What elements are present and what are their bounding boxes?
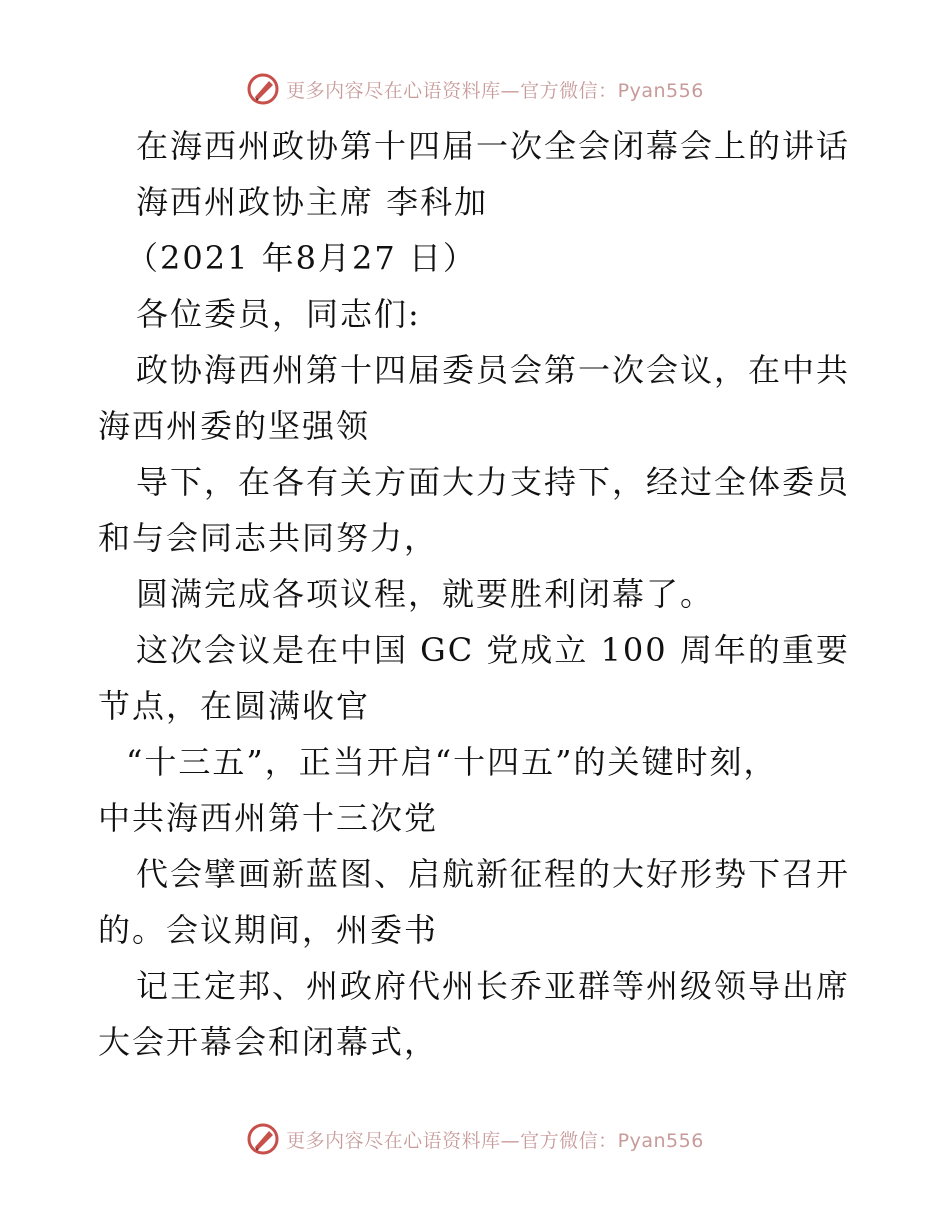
salutation: 各位委员，同志们:	[136, 295, 421, 333]
paragraph-line: 代会擘画新蓝图、启航新征程的大好形势下召开	[136, 855, 851, 893]
paragraph-line: 和与会同志共同努力，	[98, 519, 439, 557]
document-body	[98, 118, 858, 1070]
watermark-footer	[0, 1122, 950, 1156]
paragraph-line: 这次会议是在中国 GC 党成立 100 周年的重要	[136, 631, 850, 669]
watermark-text: 更多内容尽在心语资料库—官方微信：Pyan556	[286, 79, 704, 102]
paragraph-line: 记王定邦、州政府代州长乔亚群等州级领导出席	[136, 967, 851, 1005]
paragraph-line: 导下，在各有关方面大力支持下，经过全体委员	[136, 463, 851, 501]
paragraph-line: 政协海西州第十四届委员会第一次会议，在中共	[136, 351, 851, 389]
paragraph-line: “十三五”，正当开启“十四五”的关键时刻，	[126, 743, 778, 781]
pen-logo-icon	[246, 72, 280, 106]
document-author: 海西州政协主席 李科加	[136, 183, 489, 221]
pen-logo-icon	[246, 1122, 280, 1156]
paragraph-line: 圆满完成各项议程，就要胜利闭幕了。	[136, 575, 715, 613]
watermark-text: 更多内容尽在心语资料库—官方微信：Pyan556	[286, 1129, 704, 1152]
paragraph-line: 中共海西州第十三次党	[98, 799, 439, 837]
document-date: （2021 年8月27 日）	[126, 239, 477, 277]
paragraph-line: 节点，在圆满收官	[98, 687, 371, 725]
paragraph-line: 的。会议期间，州委书	[98, 911, 439, 949]
paragraph-line: 海西州委的坚强领	[98, 407, 371, 445]
paragraph-line: 大会开幕会和闭幕式，	[98, 1023, 439, 1061]
document-title: 在海西州政协第十四届一次全会闭幕会上的讲话	[136, 127, 851, 165]
watermark-header	[0, 72, 950, 106]
